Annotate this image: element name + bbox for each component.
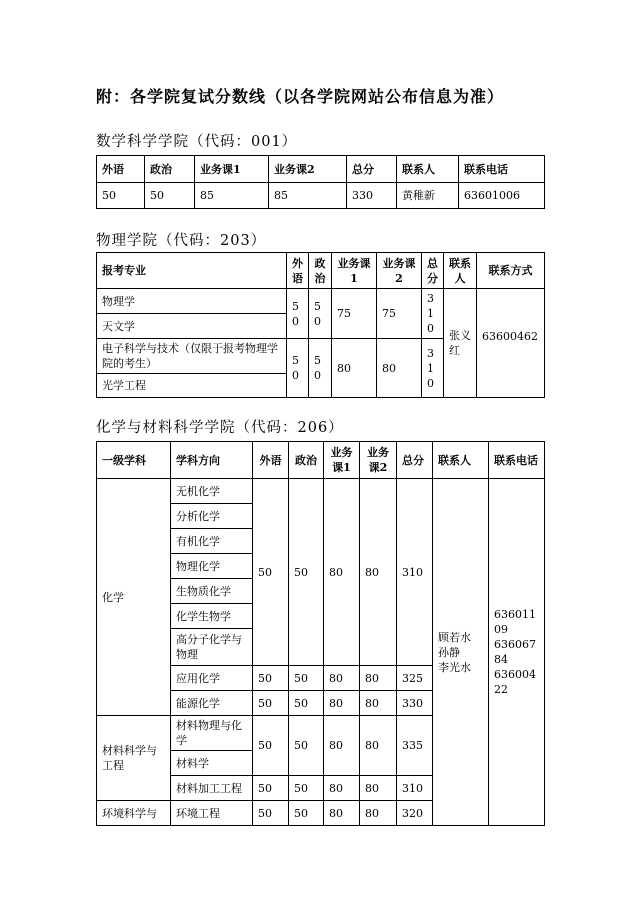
phone-number: 63606784: [494, 638, 536, 666]
direction-cell: 应用化学: [171, 666, 253, 691]
phone-cell: 63600462: [477, 289, 545, 398]
header-cell: 业务课1: [332, 253, 377, 289]
score-cell: 50: [289, 716, 324, 776]
discipline-cell: 材料科学与工程: [97, 716, 171, 801]
score-cell: 80: [377, 339, 422, 398]
score-cell: 50: [253, 666, 289, 691]
header-cell: 外语: [97, 156, 145, 183]
header-cell: 政治: [145, 156, 195, 183]
score-cell: 80: [360, 691, 397, 716]
math-table: [96, 155, 545, 209]
contact-name: 顾若水: [438, 630, 471, 644]
score-cell: 310: [397, 776, 433, 801]
score-cell: 50: [253, 801, 289, 826]
score-cell: 80: [324, 666, 360, 691]
header-cell: 报考专业: [97, 253, 287, 289]
table-cell: 85: [269, 183, 347, 209]
header-cell: 一级学科: [97, 442, 171, 479]
physics-heading: 物理学院（代码：203）: [96, 233, 267, 249]
discipline-cell: 化学: [97, 479, 171, 716]
score-cell: 80: [324, 716, 360, 776]
score-cell: 50: [287, 289, 309, 339]
score-cell: 80: [324, 801, 360, 826]
direction-cell: 生物质化学: [171, 579, 253, 604]
math-heading: 数学科学学院（代码：001）: [96, 134, 298, 150]
page-title: 附：各学院复试分数线（以各学院网站公布信息为准）: [96, 87, 505, 106]
score-cell: 50: [309, 289, 332, 339]
direction-cell: 材料加工工程: [171, 776, 253, 801]
score-cell: 50: [309, 339, 332, 398]
table-header-row: [97, 156, 545, 183]
direction-cell: 分析化学: [171, 504, 253, 529]
table-row: [97, 183, 545, 209]
score-cell: 50: [253, 776, 289, 801]
header-cell: 联系人: [397, 156, 459, 183]
contact-cell: 张义红: [444, 289, 477, 398]
chem-table: [96, 441, 545, 826]
score-cell: 50: [253, 691, 289, 716]
header-cell: 业务课1: [195, 156, 269, 183]
header-cell: 联系人: [444, 253, 477, 289]
score-cell: 80: [360, 716, 397, 776]
chem-heading: 化学与材料科学学院（代码：206）: [96, 420, 344, 436]
table-row: [97, 289, 545, 314]
score-cell: 80: [360, 776, 397, 801]
major-cell: 物理学: [97, 289, 287, 314]
phone-number: 63600422: [494, 668, 536, 696]
direction-cell: 材料物理与化学: [171, 716, 253, 751]
score-cell: 75: [377, 289, 422, 339]
score-cell: 80: [360, 666, 397, 691]
physics-table: [96, 252, 545, 398]
direction-cell: 物理化学: [171, 554, 253, 579]
header-cell: 外语: [253, 442, 289, 479]
contact-name: 李光水: [438, 660, 471, 674]
direction-cell: 材料学: [171, 751, 253, 776]
direction-cell: 环境工程: [171, 801, 253, 826]
score-cell: 320: [397, 801, 433, 826]
score-cell: 50: [289, 666, 324, 691]
score-cell: 330: [397, 691, 433, 716]
score-cell: 325: [397, 666, 433, 691]
score-cell: 80: [324, 776, 360, 801]
table-cell: 63601006: [459, 183, 545, 209]
header-cell: 联系电话: [459, 156, 545, 183]
score-cell: 75: [332, 289, 377, 339]
direction-cell: 无机化学: [171, 479, 253, 504]
header-cell: 外语: [287, 253, 309, 289]
score-cell: 50: [289, 691, 324, 716]
header-cell: 总分: [397, 442, 433, 479]
score-cell: 50: [287, 339, 309, 398]
header-cell: 总分: [347, 156, 397, 183]
header-cell: 联系方式: [477, 253, 545, 289]
direction-cell: 能源化学: [171, 691, 253, 716]
contacts-cell: [433, 479, 489, 826]
score-cell: 50: [289, 801, 324, 826]
header-cell: 政治: [309, 253, 332, 289]
phones-cell: [489, 479, 545, 826]
discipline-cell: 环境科学与: [97, 801, 171, 826]
table-row: [97, 479, 545, 504]
header-cell: 业务课2: [377, 253, 422, 289]
table-cell: 330: [347, 183, 397, 209]
score-cell: 310: [422, 339, 444, 398]
table-cell: 黄稚新: [397, 183, 459, 209]
table-cell: 50: [97, 183, 145, 209]
table-cell: 85: [195, 183, 269, 209]
phone-number: 63601109: [494, 608, 536, 636]
direction-cell: 化学生物学: [171, 604, 253, 629]
score-cell: 80: [324, 479, 360, 666]
score-cell: 50: [253, 479, 289, 666]
table-header-row: [97, 253, 545, 289]
direction-cell: 有机化学: [171, 529, 253, 554]
header-cell: 政治: [289, 442, 324, 479]
score-cell: 80: [332, 339, 377, 398]
header-cell: 联系电话: [489, 442, 545, 479]
major-cell: 光学工程: [97, 374, 287, 398]
score-cell: 310: [422, 289, 444, 339]
direction-cell: 高分子化学与物理: [171, 629, 253, 666]
score-cell: 80: [360, 479, 397, 666]
table-header-row: [97, 442, 545, 479]
major-cell: 电子科学与技术（仅限于报考物理学院的考生）: [97, 339, 287, 374]
score-cell: 50: [289, 479, 324, 666]
major-cell: 天文学: [97, 314, 287, 339]
score-cell: 310: [397, 479, 433, 666]
contact-name: 孙静: [438, 645, 460, 659]
header-cell: 业务课2: [269, 156, 347, 183]
table-cell: 50: [145, 183, 195, 209]
header-cell: 联系人: [433, 442, 489, 479]
header-cell: 业务课1: [324, 442, 360, 479]
header-cell: 业务课2: [360, 442, 397, 479]
score-cell: 50: [253, 716, 289, 776]
score-cell: 50: [289, 776, 324, 801]
header-cell: 学科方向: [171, 442, 253, 479]
header-cell: 总分: [422, 253, 444, 289]
score-cell: 80: [360, 801, 397, 826]
score-cell: 335: [397, 716, 433, 776]
score-cell: 80: [324, 691, 360, 716]
